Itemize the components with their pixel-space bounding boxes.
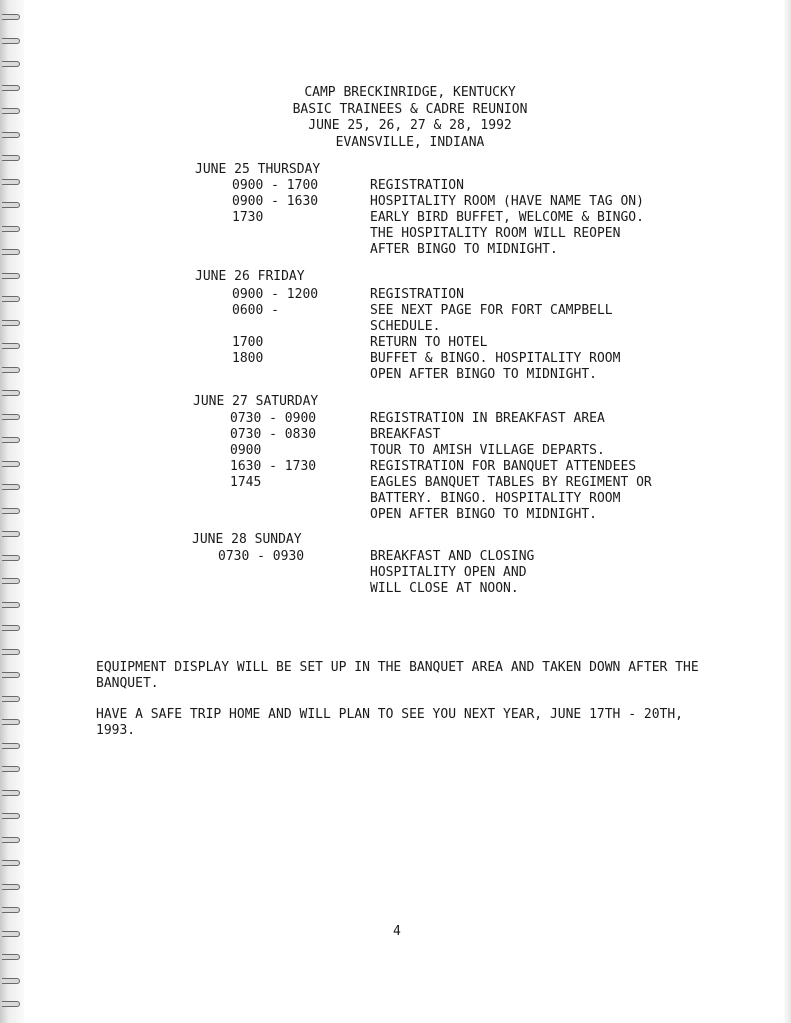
binding-ring bbox=[2, 954, 20, 960]
binding-ring bbox=[2, 837, 20, 843]
schedule-time: 1700 bbox=[232, 335, 264, 350]
schedule-desc: EARLY BIRD BUFFET, WELCOME & BINGO. THE HOSPITALITY ROOM WILL REOPEN AFTER BINGO TO MIDNIGHT. bbox=[370, 210, 644, 257]
binding-ring bbox=[2, 414, 20, 420]
binding-ring bbox=[2, 273, 20, 279]
page-number: 4 bbox=[393, 924, 401, 939]
closing-note: HAVE A SAFE TRIP HOME AND WILL PLAN TO SEE YOU NEXT YEAR, JUNE 17TH - 20TH, 1993. bbox=[96, 707, 683, 738]
binding-ring bbox=[2, 226, 20, 232]
binding-ring bbox=[2, 484, 20, 490]
document-header bbox=[230, 85, 590, 151]
schedule-time: 0900 - 1200 bbox=[232, 287, 319, 302]
binding-ring bbox=[2, 108, 20, 114]
schedule-time: 0730 - 0900 bbox=[230, 411, 317, 426]
header-location: EVANSVILLE, INDIANA bbox=[335, 134, 485, 150]
schedule-desc: REGISTRATION IN BREAKFAST AREA bbox=[370, 411, 605, 426]
schedule-desc: RETURN TO HOTEL bbox=[370, 335, 488, 350]
header-event-name: BASIC TRAINEES & CADRE REUNION bbox=[292, 101, 528, 117]
schedule-desc: HOSPITALITY ROOM (HAVE NAME TAG ON) bbox=[370, 194, 644, 209]
schedule-time: 0900 bbox=[230, 443, 262, 458]
schedule-desc: TOUR TO AMISH VILLAGE DEPARTS. bbox=[370, 443, 605, 458]
schedule-desc: BREAKFAST AND CLOSING HOSPITALITY OPEN AND WILL CLOSE AT NOON. bbox=[370, 549, 535, 596]
schedule-time: 0600 - bbox=[232, 303, 279, 318]
binding-ring bbox=[2, 202, 20, 208]
schedule-time: 0730 - 0830 bbox=[230, 427, 317, 442]
binding-ring bbox=[2, 907, 20, 913]
binding-ring bbox=[2, 179, 20, 185]
schedule-desc: SEE NEXT PAGE FOR FORT CAMPBELL SCHEDULE. bbox=[370, 303, 613, 334]
binding-ring bbox=[2, 672, 20, 678]
binding-ring bbox=[2, 531, 20, 537]
binding-ring bbox=[2, 508, 20, 514]
binding-ring bbox=[2, 437, 20, 443]
binding-ring bbox=[2, 320, 20, 326]
equipment-note: EQUIPMENT DISPLAY WILL BE SET UP IN THE BANQUET AREA AND TAKEN DOWN AFTER THE BANQUET. bbox=[96, 660, 699, 691]
schedule-time: 1800 bbox=[232, 351, 264, 366]
page-edge-shadow bbox=[783, 0, 791, 1023]
schedule-time: 0730 - 0930 bbox=[218, 549, 305, 564]
schedule-time: 1630 - 1730 bbox=[230, 459, 317, 474]
binding-ring bbox=[2, 85, 20, 91]
schedule-desc: REGISTRATION bbox=[370, 178, 464, 193]
binding-ring bbox=[2, 132, 20, 138]
binding-ring bbox=[2, 649, 20, 655]
binding-ring bbox=[2, 296, 20, 302]
day-title-june-27: JUNE 27 SATURDAY bbox=[193, 394, 319, 409]
day-title-june-25: JUNE 25 THURSDAY bbox=[195, 162, 321, 177]
schedule-time: 0900 - 1700 bbox=[232, 178, 319, 193]
binding-ring bbox=[2, 367, 20, 373]
schedule-desc: REGISTRATION FOR BANQUET ATTENDEES bbox=[370, 459, 637, 474]
binding-ring bbox=[2, 884, 20, 890]
binding-ring bbox=[2, 61, 20, 67]
binding-ring bbox=[2, 1001, 20, 1007]
binding-ring bbox=[2, 743, 20, 749]
binding-ring bbox=[2, 14, 20, 20]
binding-ring bbox=[2, 555, 20, 561]
schedule-time: 1730 bbox=[232, 210, 264, 225]
binding-ring bbox=[2, 766, 20, 772]
binding-ring bbox=[2, 602, 20, 608]
binding-ring bbox=[2, 249, 20, 255]
day-title-june-26: JUNE 26 FRIDAY bbox=[195, 269, 305, 284]
binding-ring bbox=[2, 860, 20, 866]
header-dates: JUNE 25, 26, 27 & 28, 1992 bbox=[308, 118, 512, 133]
schedule-desc: REGISTRATION bbox=[370, 287, 464, 302]
schedule-time: 1745 bbox=[230, 475, 262, 490]
binding-ring bbox=[2, 38, 20, 44]
binding-ring bbox=[2, 578, 20, 584]
binding-ring bbox=[2, 696, 20, 702]
binding-ring bbox=[2, 790, 20, 796]
schedule-desc: BREAKFAST bbox=[370, 427, 441, 442]
spiral-binding bbox=[0, 0, 24, 1023]
binding-ring bbox=[2, 390, 20, 396]
binding-ring bbox=[2, 719, 20, 725]
binding-ring bbox=[2, 461, 20, 467]
schedule-time: 0900 - 1630 bbox=[232, 194, 319, 209]
binding-ring bbox=[2, 155, 20, 161]
binding-ring bbox=[2, 978, 20, 984]
schedule-desc: EAGLES BANQUET TABLES BY REGIMENT OR BATTERY. BINGO. HOSPITALITY ROOM OPEN AFTER BINGO TO MIDNIGHT. bbox=[370, 475, 652, 522]
binding-ring bbox=[2, 813, 20, 819]
day-title-june-28: JUNE 28 SUNDAY bbox=[192, 532, 302, 547]
schedule-desc: BUFFET & BINGO. HOSPITALITY ROOM OPEN AFTER BINGO TO MIDNIGHT. bbox=[370, 351, 621, 382]
header-camp-name: CAMP BRECKINRIDGE, KENTUCKY bbox=[304, 85, 516, 100]
binding-ring bbox=[2, 343, 20, 349]
binding-ring bbox=[2, 625, 20, 631]
binding-ring bbox=[2, 931, 20, 937]
